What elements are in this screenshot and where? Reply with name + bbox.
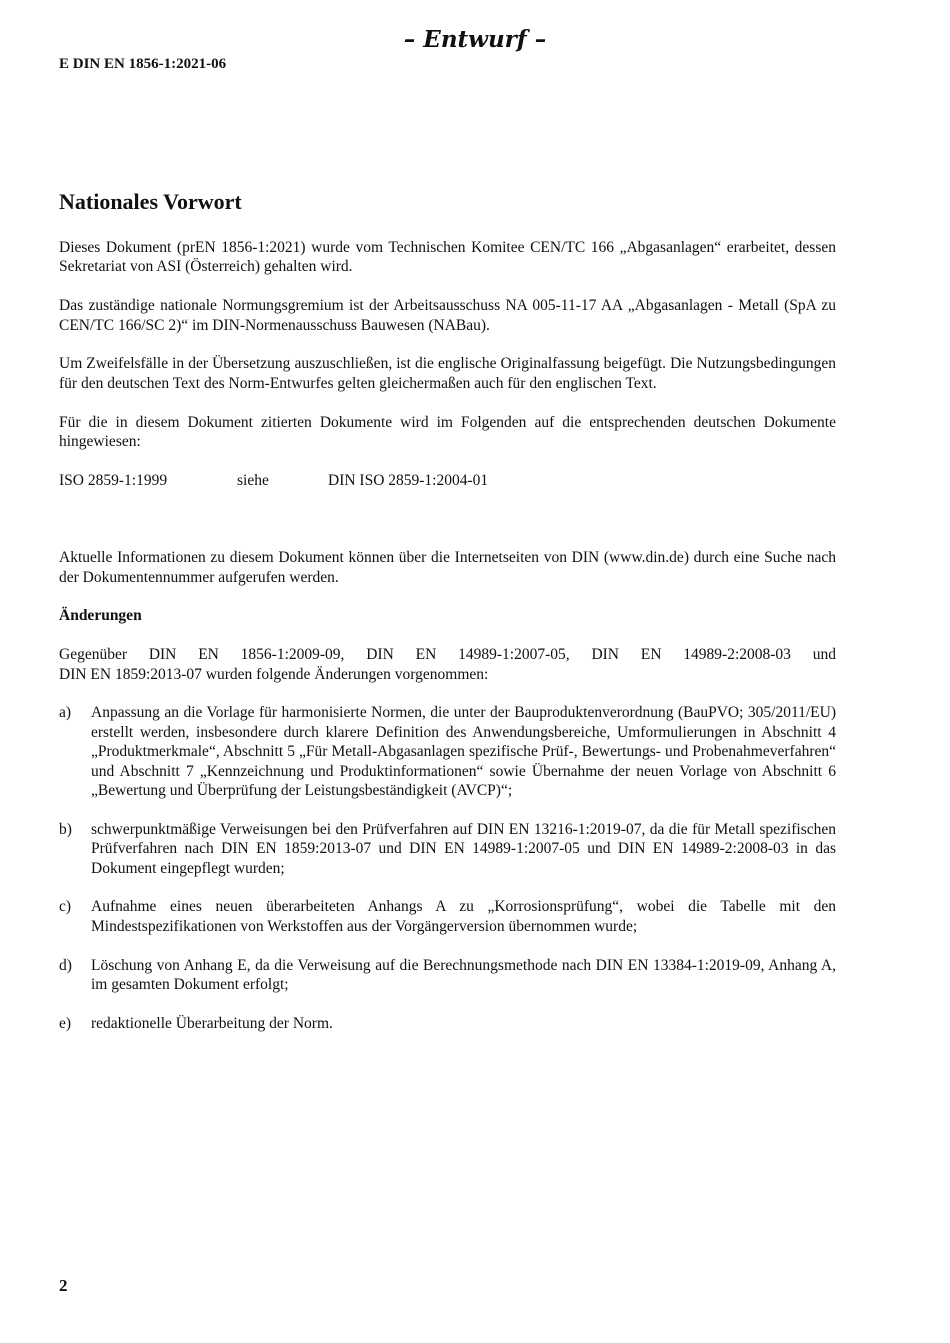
list-item-text: Aufnahme eines neuen überarbeiteten Anhangs A zu „Korrosionsprüfung“, wobei die Tabelle mit den Mindestspezifikationen von Werkstoffen aus der Vorgängerversion übernommen wurde; — [91, 898, 836, 935]
reference-relation: siehe — [237, 471, 269, 489]
changes-intro-line1: Gegenüber DIN EN 1856-1:2009-09, DIN EN 14989-1:2007-05, DIN EN 14989-2:2008-03 und — [59, 646, 836, 664]
changes-intro-line2: DIN EN 1859:2013-07 wurden folgende Änderungen vorgenommen: — [59, 665, 489, 683]
paragraph-info: Aktuelle Informationen zu diesem Dokument können über die Internetseiten von DIN (www.din.de) durch eine Suche nach der Dokumentennummer aufgerufen werden. — [59, 549, 836, 586]
list-marker: a) — [59, 704, 72, 722]
section-title: Nationales Vorwort — [59, 189, 242, 214]
paragraph-references: Für die in diesem Dokument zitierten Dokumente wird im Folgenden auf die entsprechenden deutschen Dokumente hingewiesen: — [59, 413, 836, 451]
list-item-text: Anpassung an die Vorlage für harmonisierte Normen, die unter der Bauproduktenverordnung (BauPVO; 305/2011/EU) erstellt werden, insbesondere durch klarere Definition des Anwendungsbereiche, Umformulierungen in Abschnitt 4 „Produktmerkmale“, Abschnitt 5 „Für Metall-Abgasanlagen spezifische Prüf-, Bewertungs- und Probenahmeverfahren“ und Abschnitt 7 „Kennzeichnung und Produktinformationen“ sowie Übernahme der neuen Vorlage von Abschnitt 6 „Bewertung und Überprüfung der Leistungsbeständigkeit (AVCP)“; — [91, 704, 836, 800]
paragraph-translation: Um Zweifelsfälle in der Übersetzung auszuschließen, ist die englische Originalfassung beigefügt. Die Nutzungsbedingungen für den deutschen Text des Norm-Entwurfes gelten gleichermaßen auch für den englischen Text. — [59, 355, 836, 392]
list-item — [59, 703, 836, 800]
list-marker: b) — [59, 820, 72, 838]
reference-row — [59, 471, 836, 490]
list-marker: d) — [59, 956, 72, 974]
list-marker: c) — [59, 898, 72, 916]
document-identifier: E DIN EN 1856-1:2021-06 — [59, 56, 227, 72]
list-marker: e) — [59, 1014, 72, 1032]
changes-intro — [59, 645, 836, 684]
list-item — [59, 1014, 836, 1033]
page-number: 2 — [59, 1276, 68, 1295]
list-item-text: redaktionelle Überarbeitung der Norm. — [91, 1014, 333, 1032]
list-item-text: Löschung von Anhang E, da die Verweisung auf die Berechnungsmethode nach DIN EN 13384-1:2019-09, Anhang A, im gesamten Dokument erfolgt; — [91, 956, 836, 994]
reference-din: DIN ISO 2859-1:2004-01 — [328, 471, 489, 489]
changes-heading: Änderungen — [59, 607, 142, 625]
paragraph-national-body: Das zuständige nationale Normungsgremium ist der Arbeitsausschuss NA 005-11-17 AA „Abgasanlagen - Metall (SpA zu CEN/TC 166/SC 2)“ im DIN-Normenausschuss Bauwesen (NABau). — [59, 297, 836, 334]
list-item — [59, 820, 836, 878]
paragraph-committee: Dieses Dokument (prEN 1856-1:2021) wurde vom Technischen Komitee CEN/TC 166 „Abgasanlagen“ erarbeitet, dessen Sekretariat von ASI (Österreich) gehalten wird. — [59, 239, 836, 276]
list-item-text: schwerpunktmäßige Verweisungen bei den Prüfverfahren auf DIN EN 13216-1:2019-07, da die für Metall spezifischen Prüfverfahren nach DIN EN 1859:2013-07 und DIN EN 14989-1:2007-05 und DIN EN 14989-2:2008-03 in das Dokument eingepflegt wurden; — [91, 820, 836, 877]
reference-iso: ISO 2859-1:1999 — [59, 471, 168, 489]
list-item — [59, 897, 836, 936]
page-content — [59, 186, 836, 1053]
draft-watermark-heading: – Entwurf – — [403, 26, 547, 53]
list-item — [59, 956, 836, 995]
changes-list — [59, 703, 836, 1033]
